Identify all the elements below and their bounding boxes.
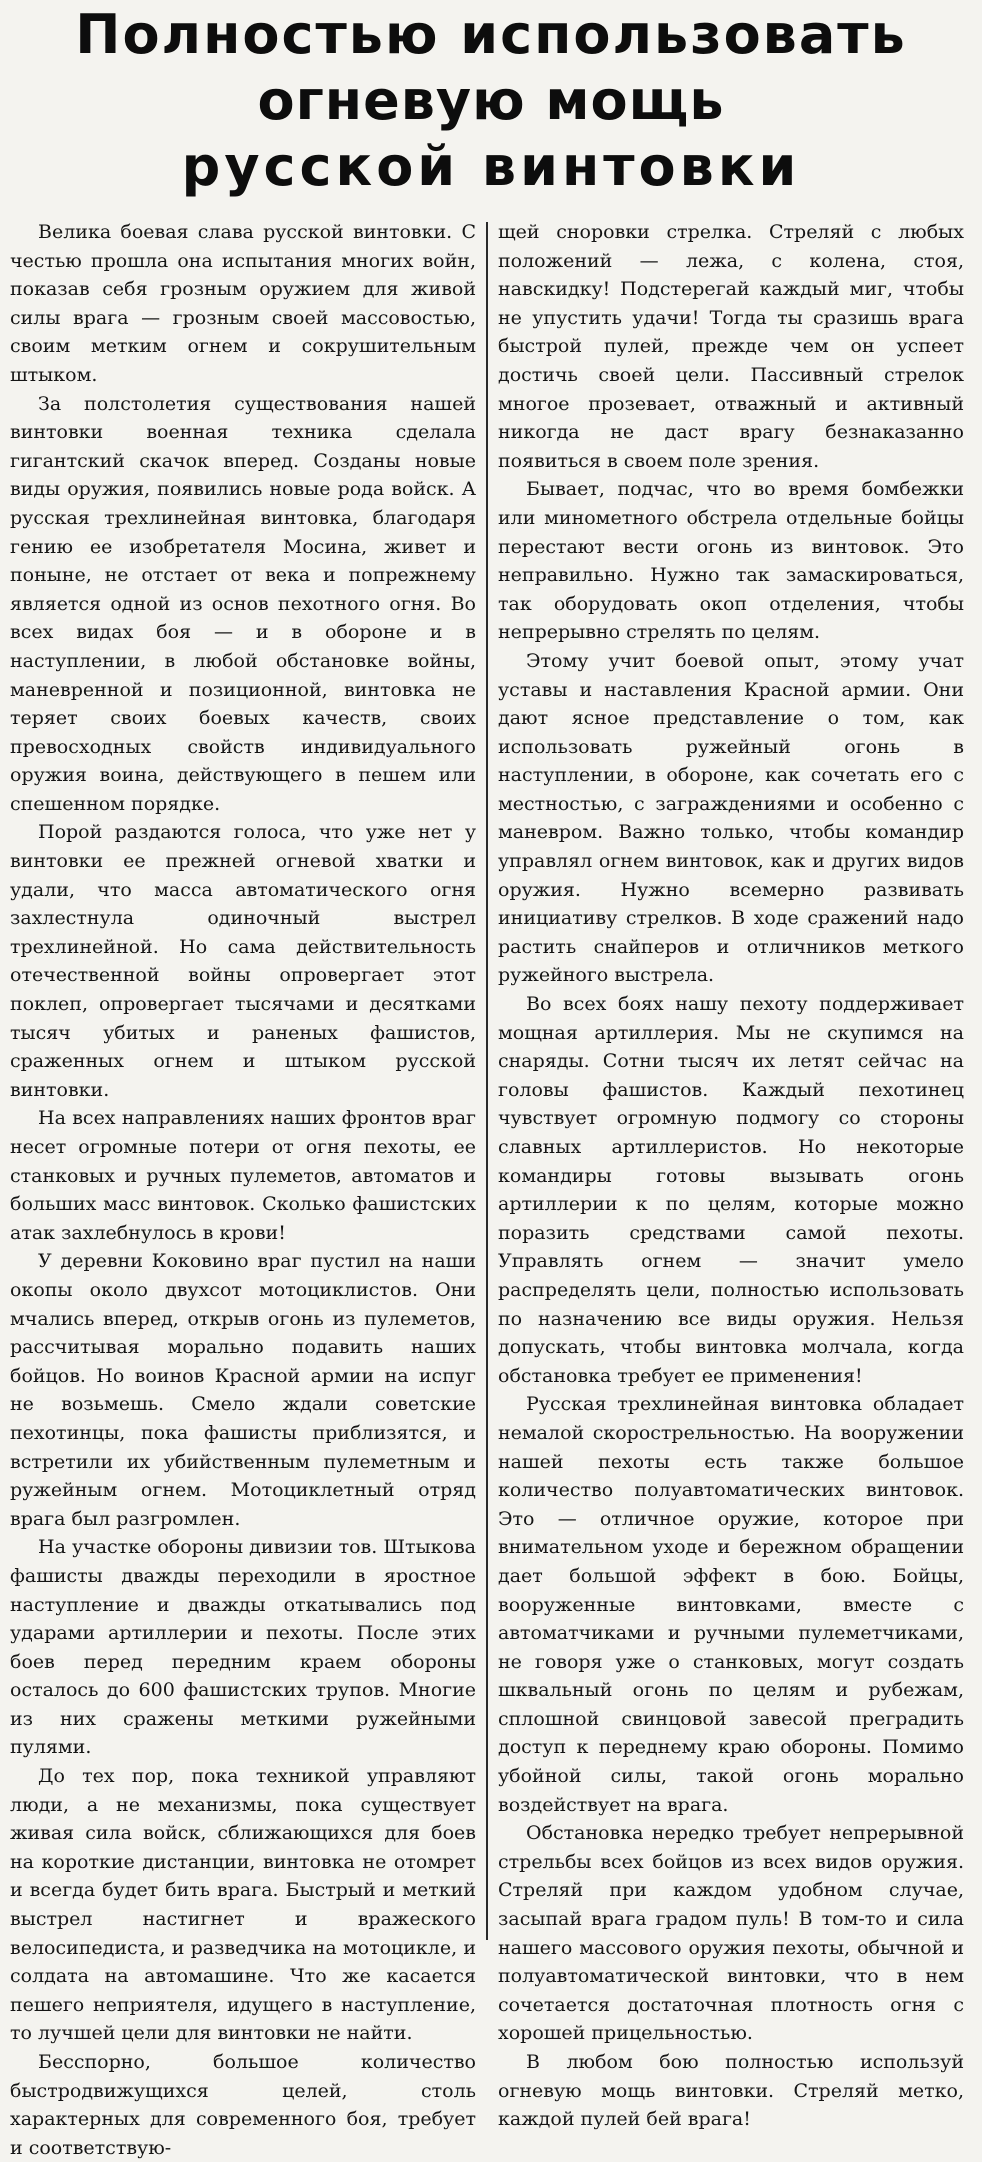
paragraph: В любом бою полностью используй огневую мощь винтовки. Стреляй метко, каждой пулей бей врага! <box>498 2051 964 2131</box>
paragraph-continuation: щей сноровки стрелка. Стреляй с любых положений — лежа, с колена, стоя, навскидку! Подстерегай каждый миг, чтобы не упустить удачи! Тогда ты сразишь врага быстрой пулей, прежде чем он успеет достичь своей цели. Пассивный стрелок многое прозевает, отважный и активный никогда не даст врагу безнаказанно появиться в своем поле зрения. <box>498 221 964 472</box>
paragraph: За полстолетия существования нашей винтовки военная техника сделала гигантский скачок вперед. Созданы новые виды оружия, появились новые рода войск. А русская трехлинейная винтовка, благодаря гению ее изобретателя Мосина, живет и поныне, не отстает от века и попрежнему является одной из основ пехотного огня. Во всех видах боя — и в обороне и в наступлении, в любой обстановке войны, маневренной и позиционной, винтовка не теряет своих боевых качеств, своих превосходных свойств индивидуального оружия воина, действующего в пешем или спешенном порядке. <box>10 392 476 815</box>
headline-line-2: огневую мощь <box>257 69 725 132</box>
paragraph: У деревни Коковино враг пустил на наши окопы около двухсот мотоциклистов. Они мчались вперед, открыв огонь из пулеметов, рассчитывая морально подавить наших бойцов. Но воинов Красной армии на испуг не возьмешь. Смело ждали советские пехотинцы, пока фашисты приблизятся, и встретили их убийственным пулеметным и ружейным огнем. Мотоциклетный отряд врага был разгромлен. <box>10 1250 476 1530</box>
paragraph: Во всех боях нашу пехоту поддерживает мощная артиллерия. Мы не скупимся на снаряды. Сотни тысяч их летят сейчас на головы фашистов. Каждый пехотинец чувствует огромную подмогу со стороны славных артиллеристов. Но некоторые командиры готовы вызывать огонь артиллерии к по целям, которые можно поразить средствами самой пехоты. Управлять огнем — значит умело распределять цели, полностью использовать по назначению все виды оружия. Нельзя допускать, чтобы винтовка молчала, когда обстановка требует ее применения! <box>498 993 964 1387</box>
article-columns <box>10 218 972 2159</box>
paragraph: На участке обороны дивизии тов. Штыкова фашисты дважды переходили в яростное наступление и дважды откатывались под ударами артиллерии и пехоты. После этих боев перед передним краем обороны осталось до 600 фашистских трупов. Многие из них сражены меткими ружейными пулями. <box>10 1536 476 1759</box>
headline <box>10 0 972 205</box>
paragraph: Русская трехлинейная винтовка обладает немалой скорострельностью. На вооружении нашей пехоты есть также большое количество полуавтоматических винтовок. Это — отличное оружие, которое при внимательном уходе и бережном обращении дает большой эффект в бою. Бойцы, вооруженные винтовками, вместе с автоматчиками и ручными пулеметчиками, не говоря уже о станковых, могут создать шквальный огонь по целям и рубежам, сплошной свинцовой завесой преградить доступ к переднему краю обороны. Помимо убойной силы, такой огонь морально воздействует на врага. <box>498 1393 964 1816</box>
paragraph: Порой раздаются голоса, что уже нет у винтовки ее прежней огневой хватки и удали, что масса автоматического огня захлестнула одиночный выстрел трехлинейной. Но сама действительность отечественной войны опровергает этот поклеп, опровергает тысячами и десятками тысяч убитых и раненых фашистов, сраженных огнем и штыком русской винтовки. <box>10 821 476 1101</box>
paragraph: Этому учит боевой опыт, этому учат уставы и наставления Красной армии. Они дают ясное представление о том, как использовать ружейный огонь в наступлении, в обороне, как сочетать его с местностью, с заграждениями и особенно с маневром. Важно только, чтобы командир управлял огнем винтовок, как и других видов оружия. Нужно всемерно развивать инициативу стрелков. В ходе сражений надо растить снайперов и отличников меткого ружейного выстрела. <box>498 649 964 987</box>
right-column <box>488 218 964 2131</box>
paragraph: Бесспорно, большое количество быстродвижущихся целей, столь характерных для современного боя, требует и соответствую- <box>10 2051 476 2159</box>
paragraph: Велика боевая слава русской винтовки. С честью прошла она испытания многих войн, показав себя грозным оружием для живой силы врага — грозным своей массовостью, своим метким огнем и сокрушительным штыком. <box>10 221 476 386</box>
paragraph: До тех пор, пока техникой управляют люди, а не механизмы, пока существует живая сила войск, сближающихся для боев на короткие дистанции, винтовка не отомрет и всегда будет бить врага. Быстрый и меткий выстрел настигнет и вражеского велосипедиста, и разведчика на мотоцикле, и солдата на автомашине. Что же касается пешего неприятеля, идущего в наступление, то лучшей цели для винтовки не найти. <box>10 1765 476 2045</box>
left-column <box>10 218 486 2159</box>
headline-line-3: русской винтовки <box>181 135 801 198</box>
paragraph: Бывает, подчас, что во время бомбежки или минометного обстрела отдельные бойцы перестают вести огонь из винтовок. Это неправильно. Нужно так замаскироваться, так оборудовать окоп отделения, чтобы непрерывно стрелять по целям. <box>498 478 964 644</box>
paragraph: Обстановка нередко требует непрерывной стрельбы всех бойцов из всех видов оружия. Стреляй при каждом удобном случае, засыпай врага градом пуль! В том-то и сила нашего массового оружия пехоты, обычной и полуавтоматической винтовки, что в нем сочетается достаточная плотность огня с хорошей прицельностью. <box>498 1822 964 2045</box>
paragraph: На всех направлениях наших фронтов враг несет огромные потери от огня пехоты, ее станковых и ручных пулеметов, автоматов и больших масс винтовок. Сколько фашистских атак захлебнулось в крови! <box>10 1107 476 1244</box>
headline-line-1: Полностью использовать <box>75 3 907 66</box>
